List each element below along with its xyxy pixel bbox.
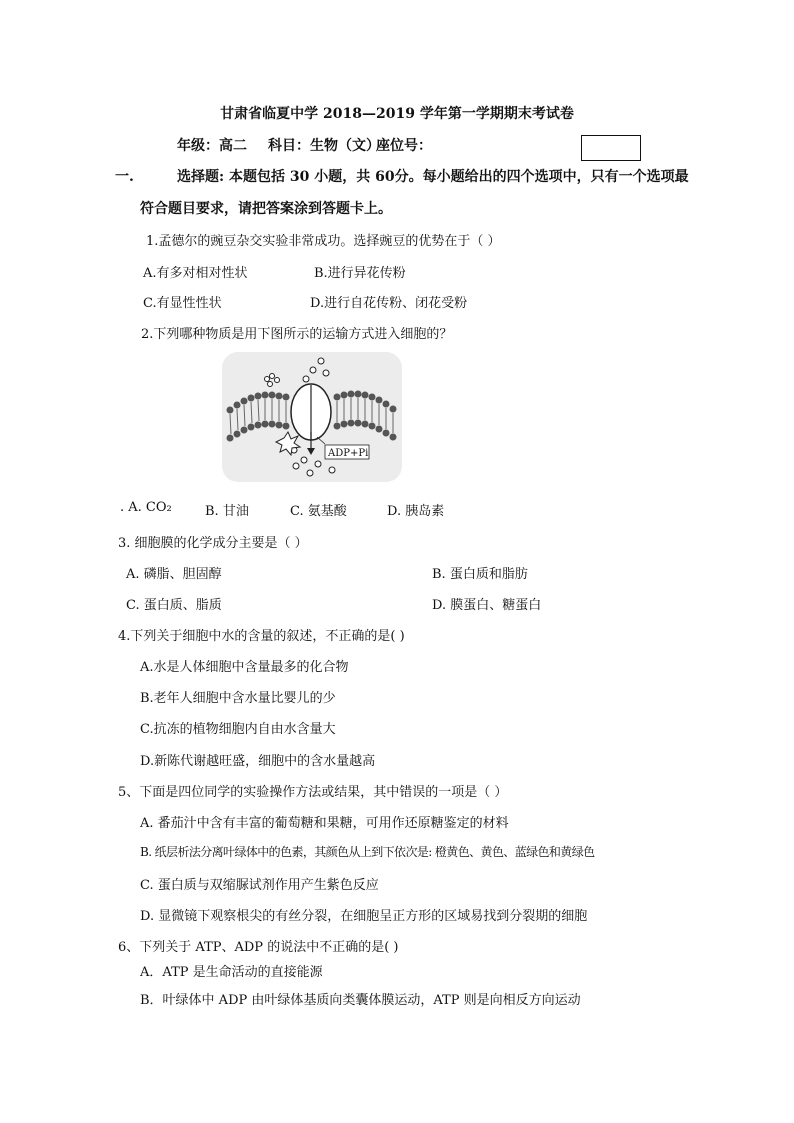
question-2-option-a: . A. CO₂	[120, 500, 172, 515]
question-5-option-d: D. 显微镜下观察根尖的有丝分裂，在细胞呈正方形的区域易找到分裂期的细胞	[140, 909, 588, 924]
question-4-option-c: C.抗冻的植物细胞内自由水含量大	[140, 722, 336, 737]
question-3-option-c: C. 蛋白质、脂质	[126, 598, 222, 613]
question-5-option-b: B. 纸层析法分离叶绿体中的色素，其颜色从上到下依次是: 橙黄色、黄色、蓝绿色和黄绿色	[140, 845, 595, 859]
subject-label: 科目：生物（文）	[268, 138, 380, 154]
question-3-option-b: B. 蛋白质和脂肪	[432, 567, 528, 582]
question-4-option-b: B.老年人细胞中含水量比婴儿的少	[140, 691, 336, 706]
membrane-transport-diagram	[222, 352, 402, 482]
question-3-option-a: A. 磷脂、胆固醇	[126, 567, 222, 582]
question-1-option-c: C.有显性性状	[143, 296, 222, 311]
seat-number-box[interactable]	[581, 135, 641, 161]
question-1-stem: 1.孟德尔的豌豆杂交实验非常成功。选择豌豆的优势在于（ ）	[146, 234, 501, 249]
question-6-option-a: A．ATP 是生命活动的直接能源	[140, 965, 323, 980]
seat-label: 座位号：	[376, 138, 432, 154]
question-6-option-b: B．叶绿体中 ADP 由叶绿体基质向类囊体膜运动，ATP 则是向相反方向运动	[140, 993, 581, 1008]
adp-pi-label: ADP+Pi	[328, 448, 369, 459]
question-1-option-d: D.进行自花传粉、闭花受粉	[310, 296, 468, 311]
question-5-stem: 5、下面是四位同学的实验操作方法或结果，其中错误的一项是（ ）	[118, 785, 508, 800]
exam-title: 甘肃省临夏中学 2018—2019 学年第一学期期末考试卷	[220, 106, 574, 122]
question-4-stem: 4.下列关于细胞中水的含量的叙述，不正确的是( )	[118, 629, 405, 644]
grade-label: 年级：高二	[177, 138, 247, 154]
question-2-stem: 2.下列哪种物质是用下图所示的运输方式进入细胞的？	[141, 327, 453, 342]
section-number: 一.	[115, 169, 134, 185]
question-1-option-b: B.进行异花传粉	[314, 266, 406, 281]
question-5-option-c: C. 蛋白质与双缩脲试剂作用产生紫色反应	[140, 878, 379, 893]
question-2-option-d: D. 胰岛素	[387, 504, 445, 519]
question-4-option-d: D.新陈代谢越旺盛，细胞中的含水量越高	[140, 754, 376, 769]
question-6-stem: 6、下列关于 ATP、ADP 的说法中不正确的是( )	[118, 940, 399, 955]
question-2-option-b: B. 甘油	[205, 504, 249, 519]
section-instructions-line2: 符合题目要求，请把答案涂到答题卡上。	[140, 201, 392, 217]
section-instructions-line1: 选择题: 本题包括 30 小题，共 60分。每小题给出的四个选项中，只有一个选项最	[177, 169, 689, 185]
question-1-option-a: A.有多对相对性状	[143, 266, 248, 281]
question-4-option-a: A.水是人体细胞中含量最多的化合物	[140, 660, 349, 675]
question-3-stem: 3. 细胞膜的化学成分主要是（ ）	[118, 536, 308, 551]
question-3-option-d: D. 膜蛋白、糖蛋白	[432, 598, 542, 613]
question-2-option-c: C. 氨基酸	[290, 504, 347, 519]
question-5-option-a: A. 番茄汁中含有丰富的葡萄糖和果糖，可用作还原糖鉴定的材料	[140, 816, 509, 831]
